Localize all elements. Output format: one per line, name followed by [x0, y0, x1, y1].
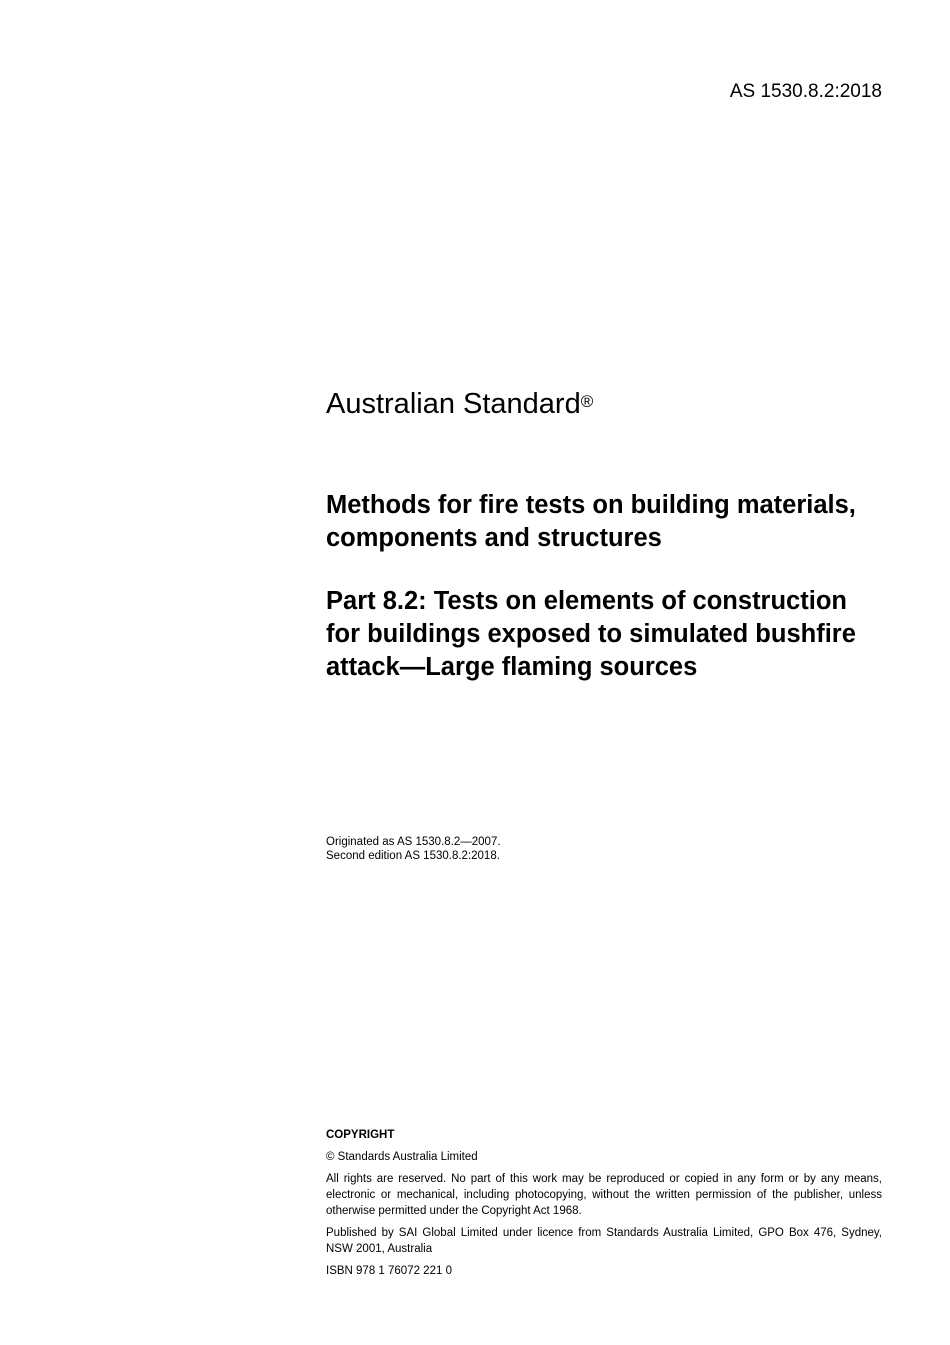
- copyright-holder: © Standards Australia Limited: [326, 1151, 478, 1163]
- edition-note: Second edition AS 1530.8.2:2018.: [326, 850, 500, 862]
- part-title: Part 8.2: Tests on elements of construction for buildings exposed to simulated bushfire attack—Large flaming sources: [326, 587, 856, 681]
- originated-note: Originated as AS 1530.8.2—2007.: [326, 836, 501, 848]
- rights-statement: All rights are reserved. No part of this work may be reproduced or copied in any form or by any means, electronic or mechanical, including photocopying, without the written permission of the publisher, unless otherwise permitted under the Copyright Act 1968.: [326, 1173, 882, 1217]
- copyright-block: [326, 1127, 882, 1285]
- copyright-heading: COPYRIGHT: [326, 1129, 395, 1141]
- publisher-statement: Published by SAI Global Limited under licence from Standards Australia Limited, GPO Box 476, Sydney, NSW 2001, Australia: [326, 1227, 882, 1255]
- main-title: Methods for fire tests on building materials, components and structures: [326, 491, 856, 552]
- series-name: [326, 386, 882, 422]
- isbn: ISBN 978 1 76072 221 0: [326, 1265, 452, 1277]
- series-name-text: Australian Standard: [326, 388, 581, 420]
- document-number: AS 1530.8.2:2018: [729, 81, 882, 102]
- publication-history: [326, 835, 882, 863]
- registered-mark: ®: [580, 392, 594, 411]
